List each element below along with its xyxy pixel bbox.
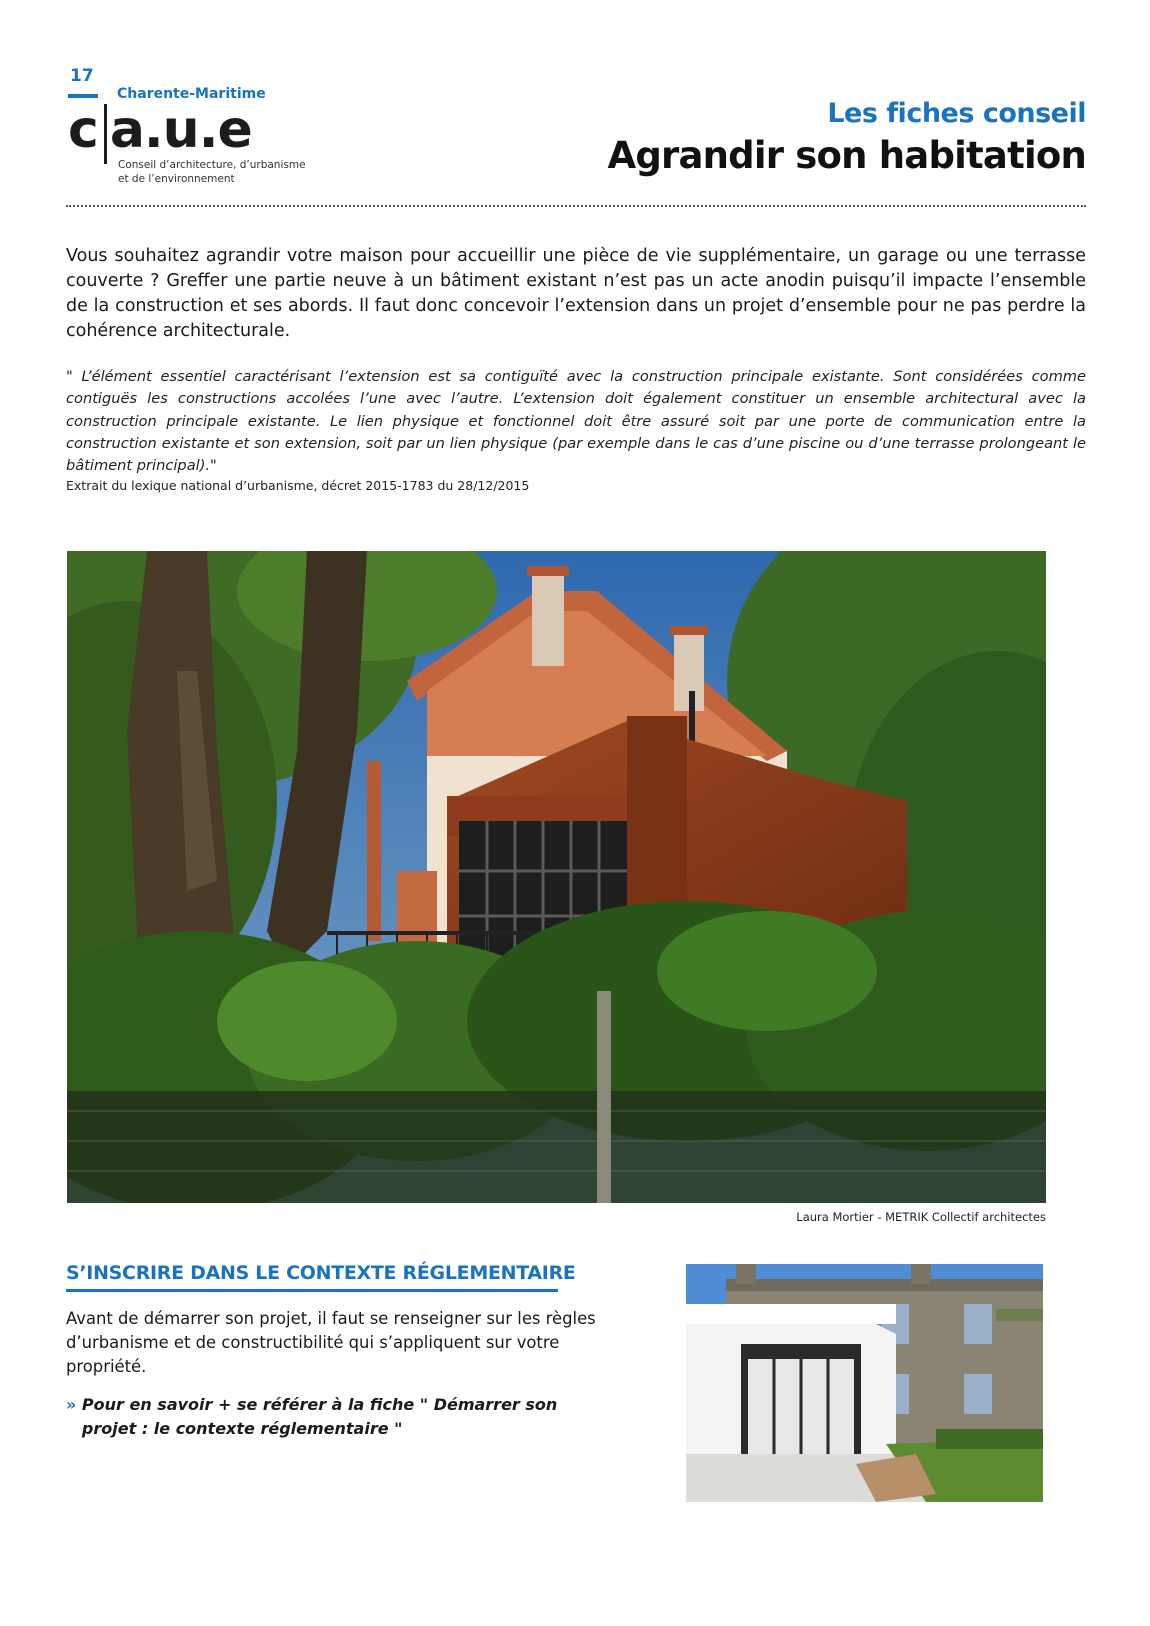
- main-photo-house-extension: [67, 551, 1046, 1203]
- page-header: [608, 96, 1087, 180]
- intro-paragraph: Vous souhaitez agrandir votre maison pour accueillir une pièce de vie supplémentaire, un garage ou une terrasse couverte ? Greffer une partie neuve à un bâtiment existant n’est pas un acte anodin puisqu’il impacte l’ensemble de la construction et ses abords. Il faut donc concevoir l’extension dans un projet d’ensemble pour ne pas perdre la cohérence architecturale.: [66, 246, 1086, 341]
- chevron-right-icon: »: [66, 1395, 77, 1414]
- section-title: S’INSCRIRE DANS LE CONTEXTE RÉGLEMENTAIRE: [66, 1262, 576, 1284]
- white-extension-illustration: [686, 1264, 1043, 1502]
- logo-region: Charente-Maritime: [117, 86, 266, 102]
- secondary-photo-white-extension: [686, 1264, 1043, 1502]
- photo-credit: Laura Mortier - METRIK Collectif architectes: [796, 1210, 1046, 1224]
- logo-word-right: a.u.e: [109, 100, 252, 160]
- header-divider: [66, 205, 1086, 207]
- logo-divider: [104, 104, 107, 164]
- logo-word-left: c: [68, 100, 98, 160]
- page-title: Agrandir son habitation: [607, 134, 1086, 177]
- logo-subtitle-line1: Conseil d’architecture, d’urbanisme: [118, 159, 306, 171]
- department-number: 17: [70, 66, 94, 86]
- further-reading-text: Pour en savoir + se référer à la fiche " Démarrer son projet : le contexte réglementaire ": [81, 1395, 558, 1438]
- series-title: Les fiches conseil: [827, 98, 1086, 129]
- legal-quote: " L’élément essentiel caractérisant l’extension est sa contiguïté avec la construction principale existante. Sont considérées comme contiguës les constructions accolées l’une avec l’autre. L’extension doit également constituer un ensemble architectural avec la construction principale existante. Le lien physique et fonctionnel doit être assuré soit par une porte de communication entre la construction existante et son extension, soit par un lien physique (par exemple dans le cas d’une piscine ou d’une terrasse prolongeant le bâtiment principal).": [66, 368, 1086, 475]
- caue-logo: [68, 66, 328, 196]
- house-extension-illustration: [67, 551, 1046, 1203]
- logo-accent-line: [68, 94, 98, 98]
- logo-subtitle-line2: et de l’environnement: [118, 173, 235, 185]
- quote-source: Extrait du lexique national d’urbanisme, décret 2015-1783 du 28/12/2015: [66, 478, 530, 493]
- further-reading-link[interactable]: [66, 1393, 626, 1441]
- logo-wordmark: [68, 100, 252, 160]
- section-body: Avant de démarrer son projet, il faut se renseigner sur les règles d’urbanisme et de constructibilité qui s’appliquent sur votre propriété.: [66, 1309, 596, 1376]
- logo-subtitle: [118, 158, 306, 186]
- section-underline: [66, 1289, 558, 1292]
